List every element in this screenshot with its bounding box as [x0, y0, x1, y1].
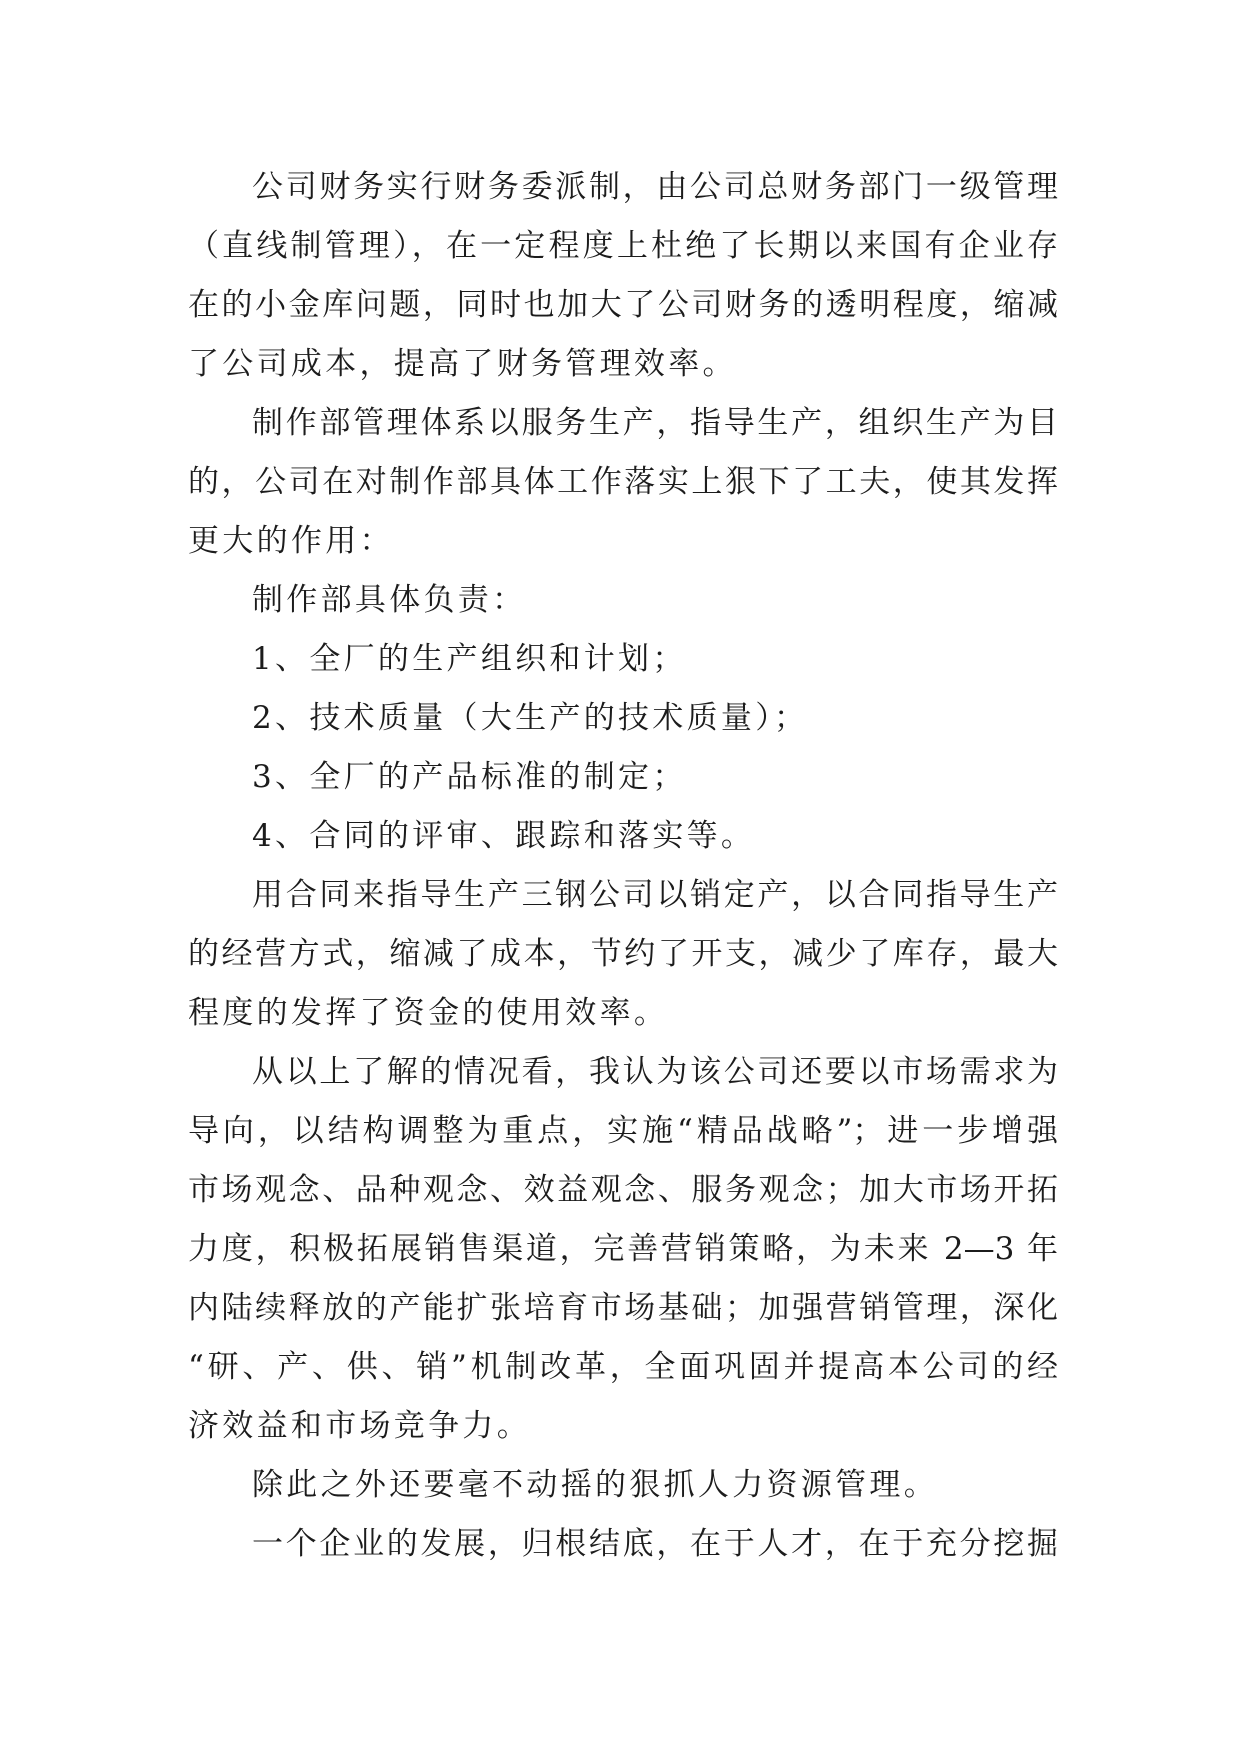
text-line: 3、全厂的产品标准的制定； — [252, 759, 687, 795]
text-line: 的经营方式，缩减了成本，节约了开支，减少了库存，最大 — [188, 936, 1058, 972]
text-line: 2、技术质量（大生产的技术质量）； — [252, 700, 809, 736]
text-line: 制作部具体负责： — [252, 582, 527, 618]
text-line: 制作部管理体系以服务生产，指导生产，组织生产为目 — [252, 405, 1058, 441]
text-line: 济效益和市场竞争力。 — [188, 1408, 531, 1444]
text-line: 市场观念、品种观念、效益观念、服务观念；加大市场开拓 — [188, 1172, 1058, 1208]
text-line: 在的小金库问题，同时也加大了公司财务的透明程度，缩减 — [188, 287, 1058, 323]
text-line: 更大的作用： — [188, 523, 394, 559]
text-line: 力度，积极拓展销售渠道，完善营销策略，为未来 2—3 年 — [188, 1231, 1058, 1267]
text-line: 一个企业的发展，归根结底，在于人才，在于充分挖掘 — [252, 1526, 1058, 1562]
text-line: 用合同来指导生产三钢公司以销定产，以合同指导生产 — [252, 877, 1058, 913]
text-line: 4、合同的评审、跟踪和落实等。 — [252, 818, 756, 854]
text-line: “研、产、供、销”机制改革，全面巩固并提高本公司的经 — [188, 1349, 1058, 1385]
text-line: 内陆续释放的产能扩张培育市场基础；加强营销管理，深化 — [188, 1290, 1058, 1326]
document-body — [188, 158, 1058, 1574]
text-line: 1、全厂的生产组织和计划； — [252, 641, 687, 677]
text-line: 了公司成本，提高了财务管理效率。 — [188, 346, 737, 382]
text-line: 程度的发挥了资金的使用效率。 — [188, 995, 669, 1031]
text-line: 从以上了解的情况看，我认为该公司还要以市场需求为 — [252, 1054, 1058, 1090]
text-line: 导向，以结构调整为重点，实施“精品战略”；进一步增强 — [188, 1113, 1058, 1149]
text-line: 公司财务实行财务委派制，由公司总财务部门一级管理 — [252, 169, 1058, 205]
text-line: （直线制管理），在一定程度上杜绝了长期以来国有企业存 — [188, 228, 1058, 264]
text-line: 的，公司在对制作部具体工作落实上狠下了工夫，使其发挥 — [188, 464, 1058, 500]
text-line: 除此之外还要毫不动摇的狠抓人力资源管理。 — [252, 1467, 938, 1503]
